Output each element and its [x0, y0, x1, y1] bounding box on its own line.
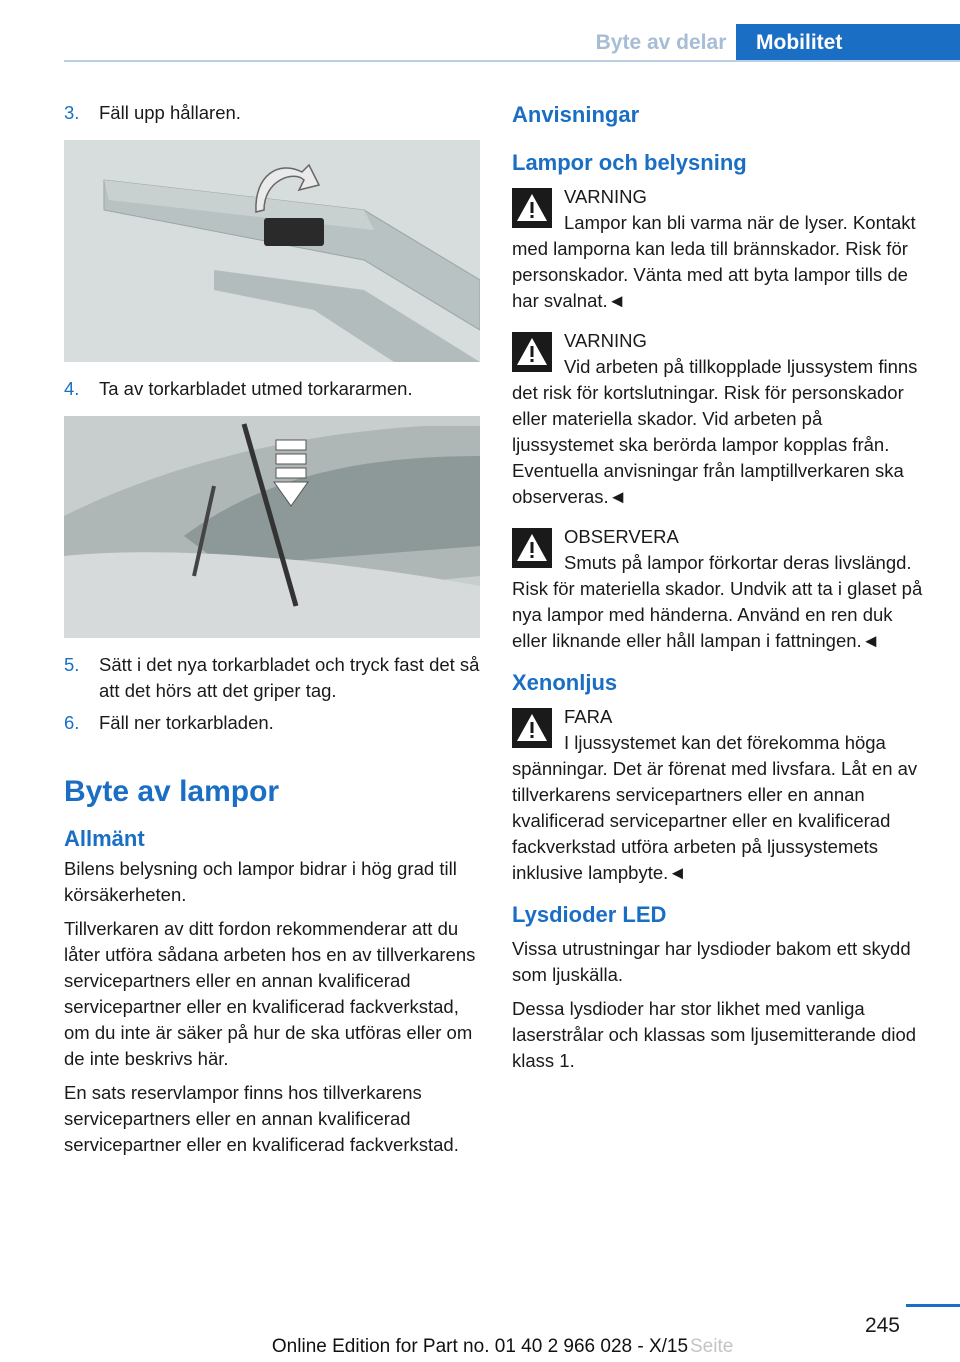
warning-block	[512, 328, 928, 510]
paragraph: Dessa lysdioder har stor likhet med vanliga laserstrålar och klassas som ljusemitterande diod klass 1.	[512, 998, 917, 1071]
caution-block	[512, 524, 928, 654]
header-divider	[64, 60, 960, 62]
warning-block	[512, 184, 928, 314]
step-6	[64, 710, 480, 736]
step-5	[64, 652, 480, 704]
step-number: 6.	[64, 712, 80, 733]
subsection-heading: Allmänt	[64, 826, 145, 851]
step-text: Ta av torkarbladet utmed torkararmen.	[99, 378, 413, 399]
left-column	[64, 100, 480, 1166]
paragraph: Bilens belysning och lampor bidrar i hög grad till körsäkerheten.	[64, 858, 457, 905]
section-heading: Byte av lampor	[64, 775, 280, 808]
page-number: 245	[864, 1314, 900, 1337]
right-column	[512, 100, 928, 1082]
step-text: Fäll upp hållaren.	[99, 102, 241, 123]
step-number: 3.	[64, 102, 80, 123]
warning-label: VARNING	[564, 330, 647, 351]
step-number: 5.	[64, 654, 80, 675]
paragraph: En sats reservlampor finns hos tillverkarens servicepartners eller en annan kvalificerad servicepartner eller en kvalificerad fackverkstad.	[64, 1082, 459, 1155]
step-3	[64, 100, 480, 126]
step-4	[64, 376, 480, 402]
step-text: Fäll ner torkarbladen.	[99, 712, 274, 733]
step-text: Sätt i det nya torkarbladet och tryck fast det så att det hörs att det griper tag.	[99, 654, 480, 701]
caution-text: Smuts på lampor förkortar deras livslängd. Risk för materiella skador. Undvik att ta i glaset på nya lampor med händerna. Använd en ren duk eller liknande eller håll lampan i fattningen.◄	[512, 552, 923, 651]
caution-label: OBSERVERA	[564, 526, 679, 547]
subsection-heading: Lampor och belysning	[512, 150, 747, 175]
danger-text: I ljussystemet kan det förekomma höga spänningar. Det är förenat med livsfara. Låt en av tillverkarens servicepartners eller en annan kvalificerad servicepartner eller en kvalificerad fackverkstad utföra arbeten på ljussystemets inklusive lampbyte.◄	[512, 732, 918, 883]
subsection-heading: Lysdioder LED	[512, 902, 667, 927]
warning-text: Lampor kan bli varma när de lyser. Kontakt med lamporna kan leda till brännskador. Risk för personskador. Vänta med att byta lampor tills de har svalnat.◄	[512, 212, 916, 311]
edition-footer: Online Edition for Part no. 01 40 2 966 028 - X/15	[271, 1336, 689, 1357]
danger-label: FARA	[564, 706, 613, 727]
footer-accent-line	[906, 1304, 960, 1307]
header-chapter-tab[interactable]: Mobilitet	[736, 24, 960, 62]
paragraph: Tillverkaren av ditt fordon rekommenderar att du låter utföra sådana arbeten hos en av tillverkarens servicepartners eller en annan kvalificerad servicepartner eller en kvalificerad fackverkstad, om du inte är säker på hur de ska utföras eller om de inte beskrivs här.	[64, 918, 476, 1069]
danger-block	[512, 704, 928, 886]
watermark: Seite	[690, 1336, 734, 1357]
step-number: 4.	[64, 378, 80, 399]
section-heading: Anvisningar	[512, 102, 640, 127]
windshield-wiper-illustration	[64, 416, 480, 638]
warning-label: VARNING	[564, 186, 647, 207]
caution-icon	[512, 528, 552, 568]
warning-text: Vid arbeten på tillkopplade ljussystem finns det risk för kortslutningar. Risk för personskador eller materiella skador. Vid arbeten på ljussystemet ska berörda lampor kopplas från. Eventuella anvisningar från lamptillverkaren ska observeras.◄	[512, 356, 918, 507]
wiper-holder-illustration	[64, 140, 480, 362]
warning-icon	[512, 188, 552, 228]
subsection-heading: Xenonljus	[512, 670, 618, 695]
paragraph: Vissa utrustningar har lysdioder bakom ett skydd som ljuskälla.	[512, 938, 911, 985]
danger-icon	[512, 708, 552, 748]
header-section-title: Byte av delar	[595, 31, 727, 54]
warning-icon	[512, 332, 552, 372]
